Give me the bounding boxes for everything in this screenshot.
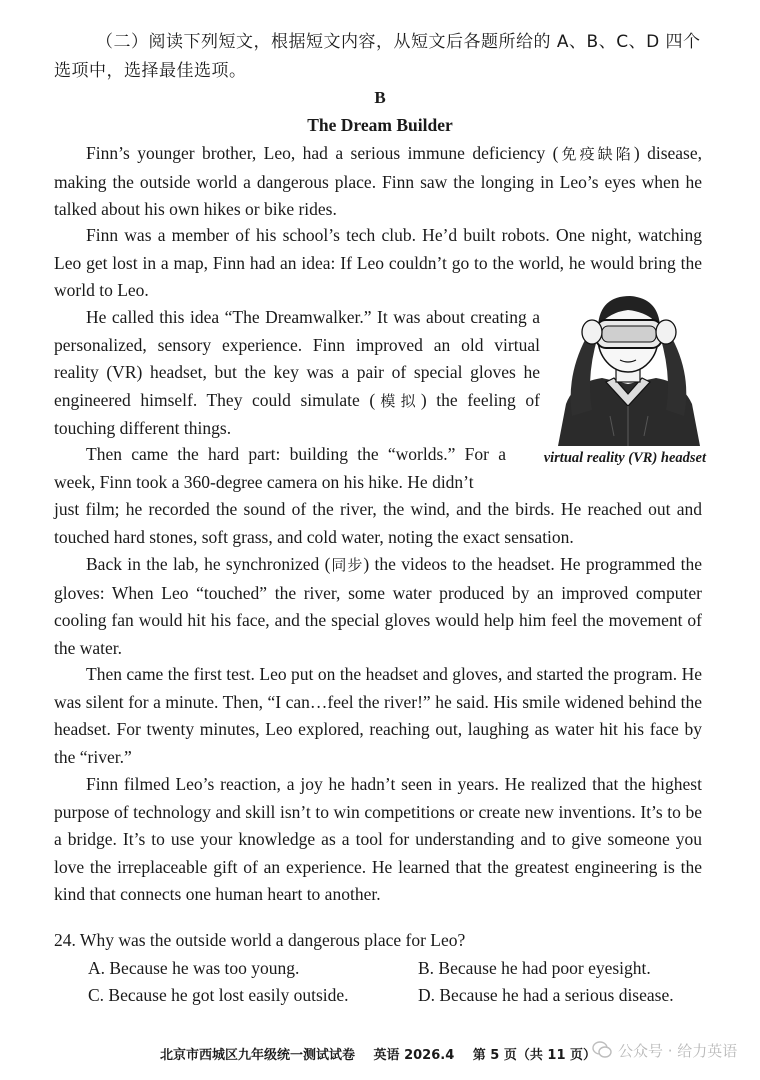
footer-subject: 英语 2026.4 bbox=[373, 1048, 455, 1063]
option-b[interactable]: B. Because he had poor eyesight. bbox=[418, 958, 651, 978]
paragraph-7: Finn filmed Leo’s reaction, a joy he hadn’t seen in years. He realized that the highest purpose of technology and skill isn’t to win competitions or create new inventions. It’s to be a bridge. It’s to use your knowledge as a tool for understanding and to give someone you love the irreplaceable gift of an experience. He learned that the greatest engineering is the kind that connects one human heart to another. bbox=[54, 774, 702, 904]
section-instruction: （二）阅读下列短文，根据短文内容，从短文后各题所给的 A、B、C、D 四个选项中，选择最佳选项。 bbox=[54, 32, 701, 81]
paragraph-4-part-2: just film; he recorded the sound of the river, the wind, and the birds. He reached out and touched hard stones, soft grass, and cold water, noting the exact sensation. bbox=[54, 499, 702, 547]
wechat-logo-icon bbox=[592, 1041, 612, 1059]
paragraph-5: Back in the lab, he synchronized (同步) the videos to the headset. He programmed the gloves: When Leo “touched” the river, some water produced by an improved computer cooling fan would hit his face, and the special gloves would help him feel the movement of the water. bbox=[54, 554, 702, 658]
footer-page: 第 5 页（共 11 页） bbox=[472, 1048, 597, 1063]
vr-headset-illustration bbox=[552, 286, 704, 446]
paragraph-4-part-1: Then came the hard part: building the “worlds.” For a week, Finn took a 360-degree camera on his hike. He didn’t bbox=[54, 444, 506, 492]
option-d[interactable]: D. Because he had a serious disease. bbox=[418, 985, 674, 1005]
paragraph-3: He called this idea “The Dreamwalker.” It was about creating a personalized, sensory experience. Finn improved an old virtual reality (VR) headset, but the key was a pair of special gloves he engineered himself. They could simulate (模拟) the feeling of touching different things. bbox=[54, 307, 540, 438]
page-footer bbox=[160, 1044, 610, 1063]
paragraph-6: Then came the first test. Leo put on the headset and gloves, and started the program. He was silent for a minute. Then, “I can…feel the river!” he said. His smile widened behind the headset. For twenty minutes, Leo explored, reaching out, laughing as water hit his face by the “river.” bbox=[54, 664, 702, 767]
figure-caption: virtual reality (VR) headset bbox=[543, 450, 706, 466]
watermark bbox=[592, 1036, 742, 1064]
paragraph-1: Finn’s younger brother, Leo, had a serious immune deficiency (免疫缺陷) disease, making the outside world a dangerous place. Finn saw the longing in Leo’s eyes when he talked about his own hikes or bike rides. bbox=[54, 143, 702, 219]
passage-title: The Dream Builder bbox=[307, 115, 453, 135]
watermark-text: 公众号 · 给力英语 bbox=[618, 1041, 738, 1060]
option-a[interactable]: A. Because he was too young. bbox=[88, 958, 300, 978]
option-c[interactable]: C. Because he got lost easily outside. bbox=[88, 985, 349, 1005]
footer-exam: 北京市西城区九年级统一测试试卷 bbox=[160, 1048, 356, 1063]
question-stem: 24. Why was the outside world a dangerous place for Leo? bbox=[54, 930, 466, 950]
section-letter: B bbox=[374, 88, 386, 107]
paragraph-2: Finn was a member of his school’s tech club. He’d built robots. One night, watching Leo get lost in a map, Finn had an idea: If Leo couldn’t go to the world, he would bring the world to Leo. bbox=[54, 225, 702, 300]
